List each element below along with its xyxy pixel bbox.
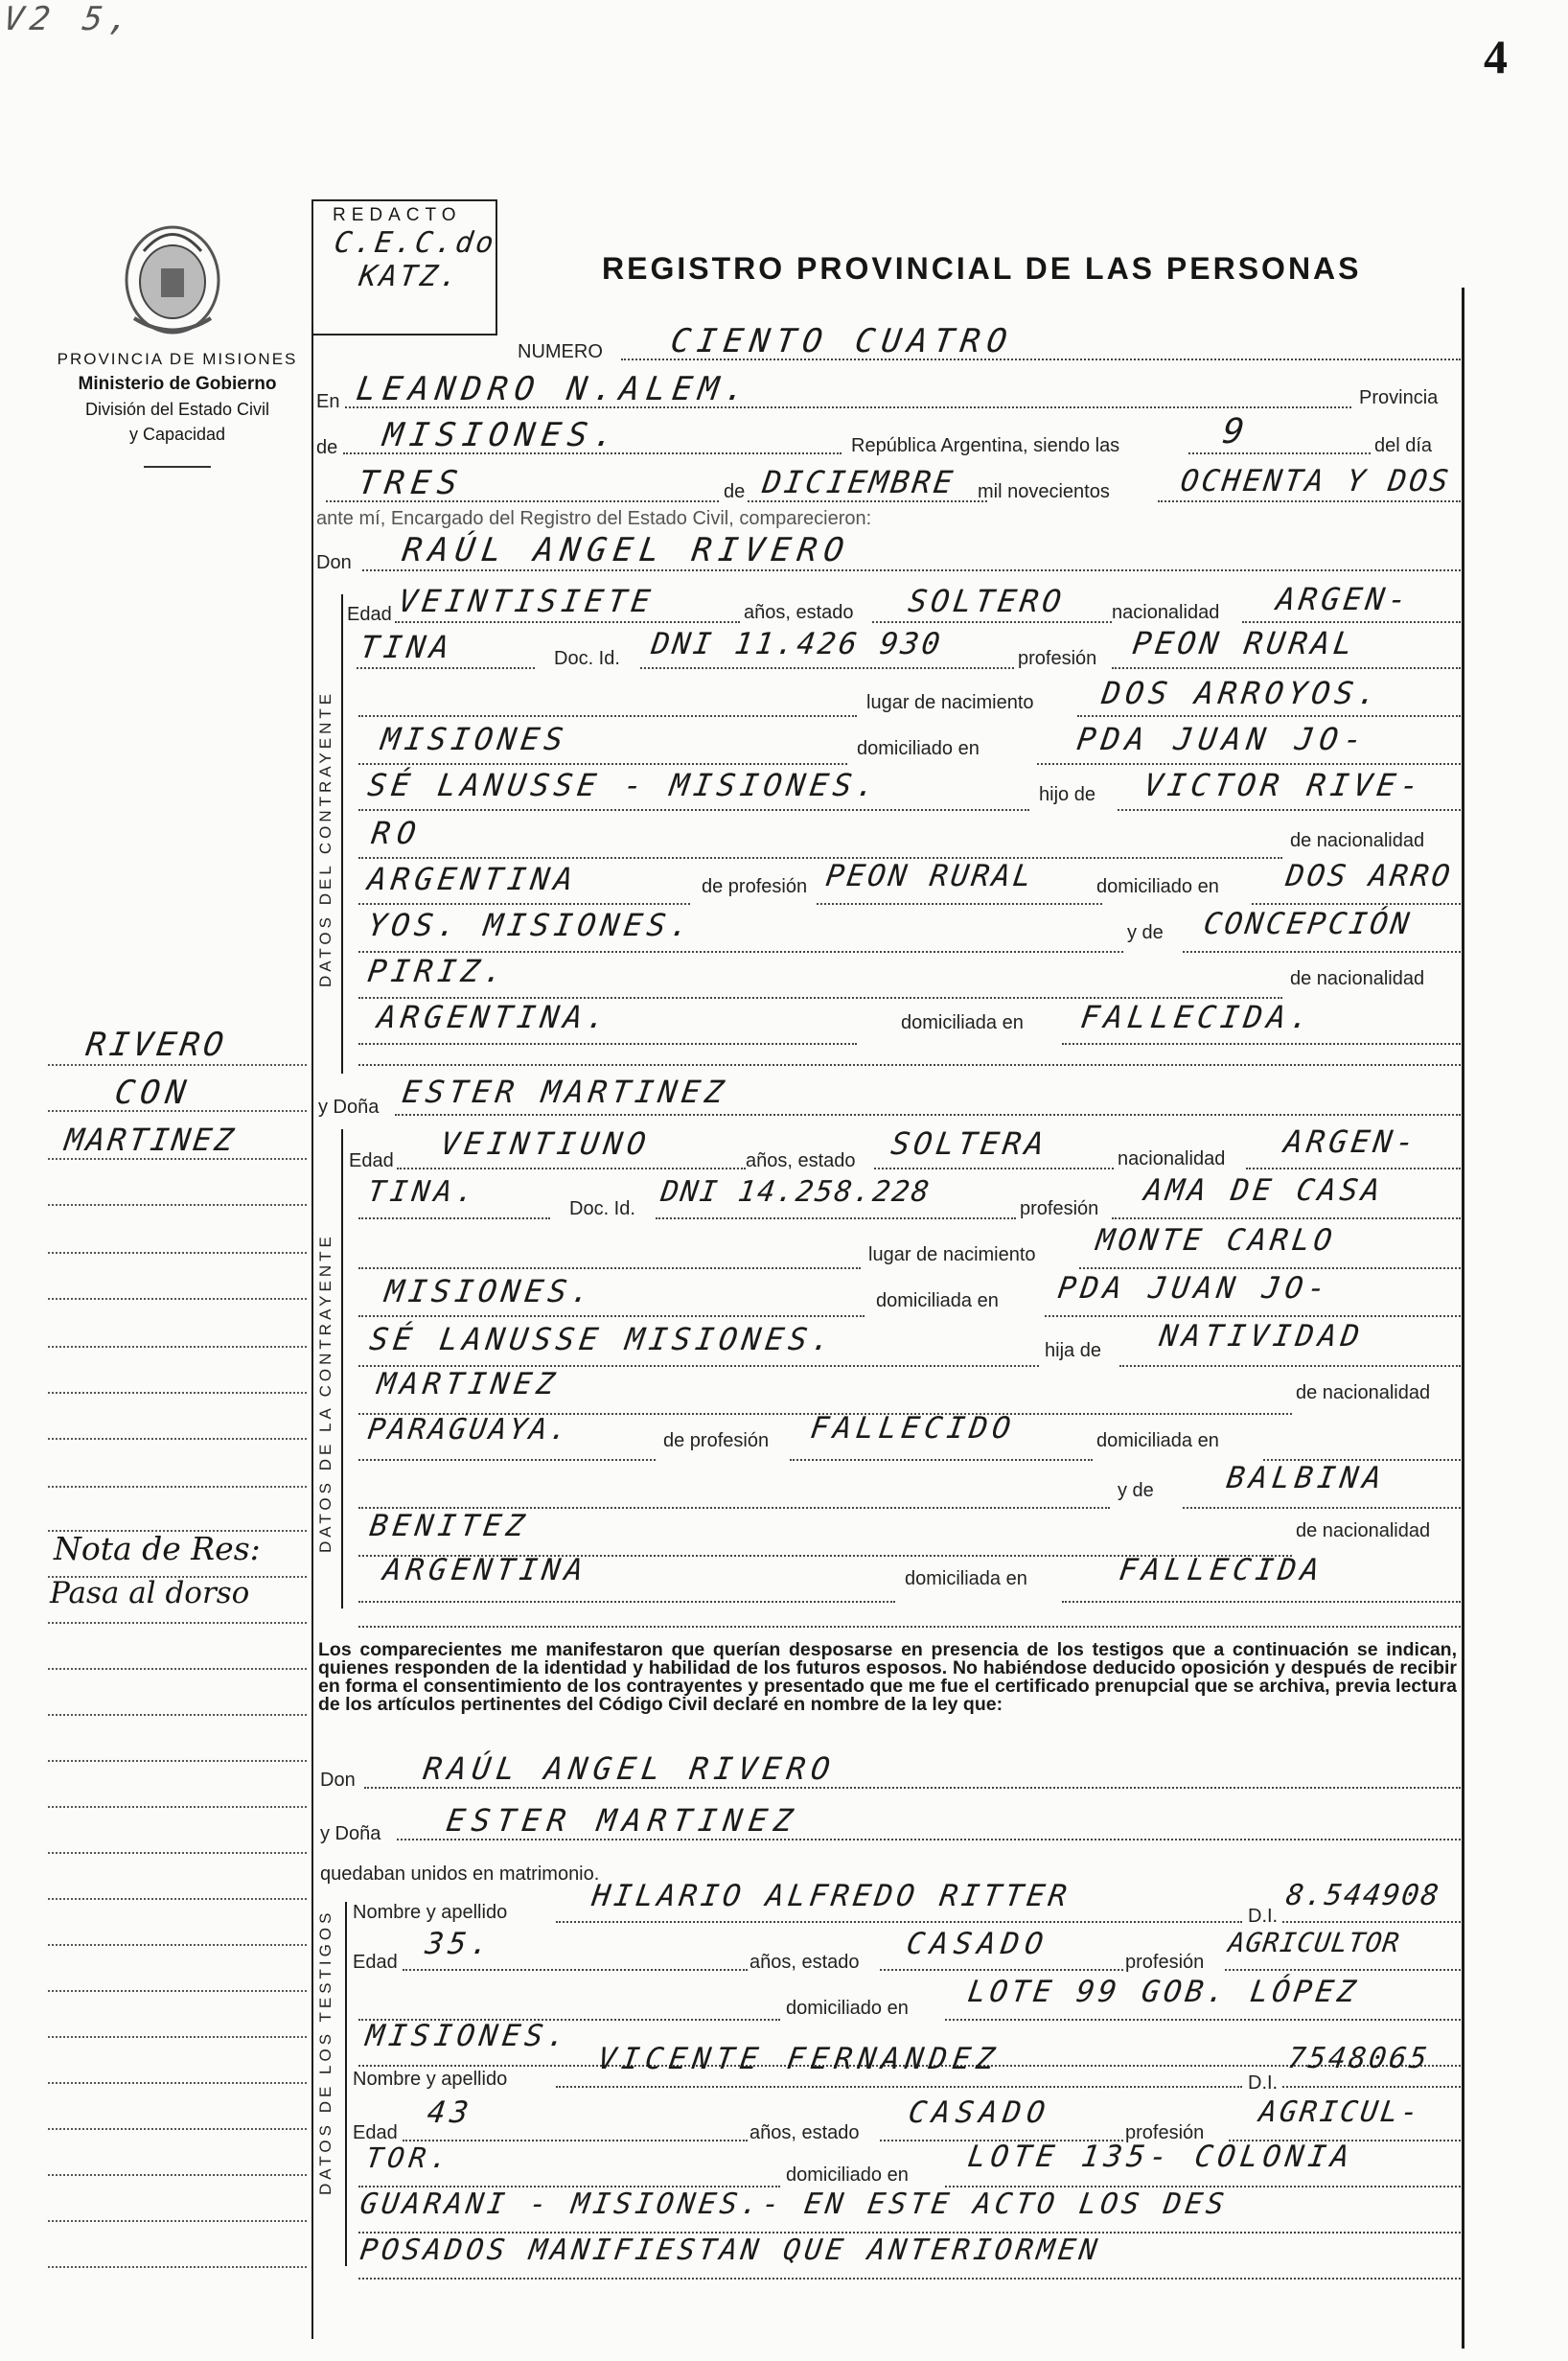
- t1-estado-value: CASADO: [904, 1927, 1051, 1961]
- c1-lugar-value2: MISIONES: [379, 721, 570, 757]
- c1-prof-label: profesión: [1018, 648, 1097, 669]
- t1-prof-label: profesión: [1125, 1952, 1205, 1973]
- en-label: En: [316, 391, 340, 412]
- c2-anos-label: años, estado: [746, 1150, 856, 1171]
- c1-dom-value1: PDA JUAN JO-: [1074, 721, 1371, 757]
- c1-padre-prof-value: PEON RURAL: [823, 859, 1037, 893]
- c1-doc-label: Doc. Id.: [554, 648, 620, 669]
- c2-de-prof-label: de profesión: [663, 1430, 770, 1451]
- c1-madre-dom-label: domiciliada en: [901, 1012, 1024, 1033]
- c1-lugar-label: lugar de nacimiento: [866, 692, 1034, 713]
- c1-prof-value: PEON RURAL: [1130, 625, 1359, 661]
- c2-de-nac2-label: de nacionalidad: [1296, 1520, 1431, 1541]
- c2-padre-value2: MARTINEZ: [375, 1367, 562, 1401]
- c2-dom-label: domiciliada en: [876, 1290, 999, 1311]
- de-label: de: [316, 437, 338, 458]
- c1-y-de-label: y de: [1127, 922, 1164, 943]
- c1-padre-nac-value: ARGENTINA: [365, 861, 581, 897]
- t1-dom-label: domiciliado en: [786, 1998, 909, 2019]
- c2-nac-value1: ARGEN-: [1281, 1123, 1421, 1160]
- t2-prof-label: profesión: [1125, 2122, 1205, 2143]
- redacto-clerk-line1: C.E.C.do: [332, 226, 498, 260]
- c1-padre-value2: RO: [369, 815, 426, 851]
- c1-edad-label: Edad: [347, 604, 392, 625]
- c1-nac-value1: ARGEN-: [1274, 581, 1414, 617]
- t1-anos-label: años, estado: [749, 1952, 860, 1973]
- t2-dom-value1: LOTE 135- COLONIA: [965, 2140, 1356, 2174]
- en-value: LEANDRO N.ALEM.: [354, 370, 754, 408]
- anio-value: OCHENTA Y DOS: [1178, 464, 1454, 498]
- margin-note-line1: Nota de Res:: [54, 1530, 261, 1567]
- c1-madre-value2: PIRIZ.: [365, 953, 511, 989]
- c1-edad-value: VEINTISIETE: [396, 583, 657, 619]
- t2-estado-value: CASADO: [906, 2095, 1053, 2130]
- c2-padre-nac-value: PARAGUAYA.: [365, 1413, 573, 1447]
- provincia-label: Provincia: [1359, 387, 1439, 408]
- c1-anos-label: años, estado: [744, 602, 854, 623]
- c2-dom-value2: SÉ LANUSSE MISIONES.: [367, 1321, 838, 1357]
- c1-dom-label: domiciliado en: [857, 738, 980, 759]
- redacto-box: [311, 199, 497, 336]
- c2-dona-label: y Doña: [318, 1097, 380, 1118]
- c2-madre-nac-value: ARGENTINA: [380, 1553, 590, 1587]
- c2-lugar-label: lugar de nacimiento: [868, 1244, 1036, 1265]
- t2-di-label: D.I.: [1248, 2072, 1279, 2094]
- t1-nombre-value: HILARIO ALFREDO RITTER: [589, 1879, 1073, 1913]
- contrayente2-side-label: DATOS DE LA CONTRAYENTE: [316, 1233, 334, 1553]
- c2-padre-prof-value: FALLECIDO: [808, 1411, 1018, 1446]
- c1-padre-value1: VICTOR RIVE-: [1141, 767, 1426, 803]
- c2-dona-value: ESTER MARTINEZ: [400, 1074, 731, 1110]
- c2-de-nac-label: de nacionalidad: [1296, 1382, 1431, 1403]
- t2-prof-value: AGRICUL-: [1257, 2095, 1423, 2129]
- mil-label: mil novecientos: [978, 481, 1110, 502]
- contrayente1-side-label: DATOS DEL CONTRAYENTE: [316, 689, 334, 987]
- t2-prof-value2: TOR.: [363, 2141, 455, 2174]
- ante-label: ante mí, Encargado del Registro del Estado Civil, comparecieron:: [316, 508, 872, 529]
- mes-value: DICIEMBRE: [760, 464, 958, 500]
- c1-de-nac2-label: de nacionalidad: [1290, 968, 1425, 989]
- c2-lugar-value2: MISIONES.: [382, 1273, 598, 1309]
- c1-padre-dom-value1: DOS ARRO: [1283, 859, 1455, 893]
- hora-value: 9: [1220, 412, 1254, 451]
- office-province: PROVINCIA DE MISIONES: [57, 350, 298, 368]
- c1-madre-value1: CONCEPCIÓN: [1201, 907, 1415, 941]
- c2-padre-value1: NATIVIDAD: [1157, 1319, 1367, 1354]
- c1-estado-value: SOLTERO: [906, 583, 1068, 619]
- decl-don-label: Don: [320, 1770, 356, 1791]
- c1-hijo-label: hijo de: [1039, 784, 1095, 805]
- redacto-clerk-line2: KATZ.: [357, 260, 463, 293]
- decl-closing: quedaban unidos en matrimonio.: [320, 1863, 600, 1885]
- c2-madre-dom-value: FALLECIDA: [1117, 1553, 1326, 1587]
- t2-nombre-value: VICENTE FERNANDEZ: [595, 2042, 1003, 2076]
- top-margin-marks: V2 5,: [1, 0, 139, 38]
- t2-edad-label: Edad: [353, 2122, 398, 2143]
- c1-madre-dom-value: FALLECIDA.: [1078, 999, 1317, 1035]
- t1-dom-value1: LOTE 99 GOB. LÓPEZ: [965, 1975, 1362, 2009]
- office-ministry: Ministerio de Gobierno: [78, 374, 277, 394]
- office-division: División del Estado Civil: [84, 400, 270, 419]
- decl-dona-label: y Doña: [320, 1823, 381, 1844]
- redacto-label: REDACTO: [333, 205, 462, 225]
- t1-edad-label: Edad: [353, 1952, 398, 1973]
- margin-names-line1: RIVERO: [83, 1026, 230, 1064]
- t1-di-label: D.I.: [1248, 1906, 1279, 1927]
- c2-edad-value: VEINTIUNO: [438, 1125, 654, 1162]
- page-title: REGISTRO PROVINCIAL DE LAS PERSONAS: [602, 251, 1362, 286]
- c2-doc-label: Doc. Id.: [569, 1198, 635, 1219]
- provincia-value: MISIONES.: [380, 416, 624, 454]
- c2-prof-value: AMA DE CASA: [1141, 1173, 1386, 1208]
- numero-value: CIENTO CUATRO: [668, 322, 1016, 360]
- margin-note-line2: Pasa al dorso: [50, 1576, 250, 1610]
- c1-dom-value2: SÉ LANUSSE - MISIONES.: [365, 767, 883, 803]
- t2-dom-value3: POSADOS MANIFIESTAN QUE ANTERIORMEN: [357, 2234, 1103, 2267]
- c1-de-nac-label: de nacionalidad: [1290, 830, 1425, 851]
- c1-lugar-value1: DOS ARROYOS.: [1099, 675, 1384, 711]
- c1-padre-dom-value2: YOS. MISIONES.: [365, 907, 697, 943]
- de2-label: de: [724, 481, 746, 502]
- margin-names-line2: CON: [112, 1074, 195, 1112]
- don-label: Don: [316, 552, 352, 573]
- decl-don-value: RAÚL ANGEL RIVERO: [421, 1750, 839, 1787]
- provincial-seal-icon: [115, 213, 230, 342]
- c2-madre-value2: BENITEZ: [367, 1509, 532, 1543]
- office-capacity: y Capacidad: [128, 425, 226, 444]
- t2-dom-value2: GUARANI - MISIONES.- EN ESTE ACTO LOS DES: [357, 2187, 1230, 2221]
- c2-padre-dom-label: domiciliada en: [1096, 1430, 1219, 1451]
- margin-names-line3: MARTINEZ: [62, 1122, 239, 1158]
- c2-prof-label: profesión: [1020, 1198, 1099, 1219]
- t1-nombre-label: Nombre y apellido: [353, 1902, 508, 1923]
- c2-lugar-value1: MONTE CARLO: [1094, 1223, 1338, 1258]
- c2-doc-value: DNI 14.258.228: [658, 1175, 934, 1209]
- c1-nac-label: nacionalidad: [1112, 602, 1220, 623]
- t2-nombre-label: Nombre y apellido: [353, 2069, 508, 2090]
- c2-nac-value2: TINA.: [365, 1175, 481, 1209]
- c1-de-prof-label: de profesión: [702, 876, 808, 897]
- c1-padre-dom-label: domiciliado en: [1096, 876, 1219, 897]
- t2-anos-label: años, estado: [749, 2122, 860, 2143]
- decl-dona-value: ESTER MARTINEZ: [444, 1802, 802, 1839]
- t1-dom-value2: MISIONES.: [363, 2019, 573, 2053]
- c2-madre-dom-label: domiciliada en: [905, 1568, 1027, 1589]
- c2-edad-label: Edad: [349, 1150, 394, 1171]
- c2-madre-value1: BALBINA: [1224, 1461, 1389, 1495]
- c2-estado-value: SOLTERA: [888, 1125, 1050, 1162]
- dia-value: TRES: [356, 464, 467, 502]
- t1-di-value: 8.544908: [1283, 1879, 1442, 1912]
- don-value: RAÚL ANGEL RIVERO: [400, 531, 853, 569]
- t2-di-value: 7548065: [1285, 2042, 1432, 2075]
- testigos-side-label: DATOS DE LOS TESTIGOS: [316, 1909, 334, 2195]
- numero-label: NUMERO: [518, 341, 603, 362]
- c2-y-de-label: y de: [1118, 1480, 1154, 1501]
- c1-doc-value: DNI 11.426 930: [649, 627, 945, 661]
- c1-nac-value2: TINA: [357, 629, 456, 665]
- del-dia-label: del día: [1374, 435, 1433, 456]
- page-number: 4: [1484, 30, 1508, 83]
- t1-edad-value: 35.: [423, 1927, 496, 1961]
- c2-nac-label: nacionalidad: [1118, 1148, 1226, 1169]
- office-block: [38, 347, 316, 468]
- c2-hija-label: hija de: [1045, 1340, 1101, 1361]
- t2-edad-value: 43: [425, 2095, 475, 2130]
- c2-dom-value1: PDA JUAN JO-: [1055, 1271, 1333, 1306]
- republica-label: República Argentina, siendo las: [851, 435, 1120, 456]
- t1-prof-value: AGRICULTOR: [1226, 1927, 1402, 1958]
- t2-dom-label: domiciliado en: [786, 2164, 909, 2186]
- declaration-text: Los comparecientes me manifestaron que querían desposarse en presencia de los testigos que a continuación se indican, quienes responden de la identidad y habilidad de los futuros esposos. No habiéndose deducido oposición y después de recibir en forma el consentimiento de los contrayentes y presentado que me fue el certificado prenupcial que se archiva, previa lectura de los artículos pertinentes del Código Civil declaré en nombre de la ley que:: [318, 1639, 1457, 1715]
- c1-madre-nac-value: ARGENTINA.: [375, 999, 613, 1035]
